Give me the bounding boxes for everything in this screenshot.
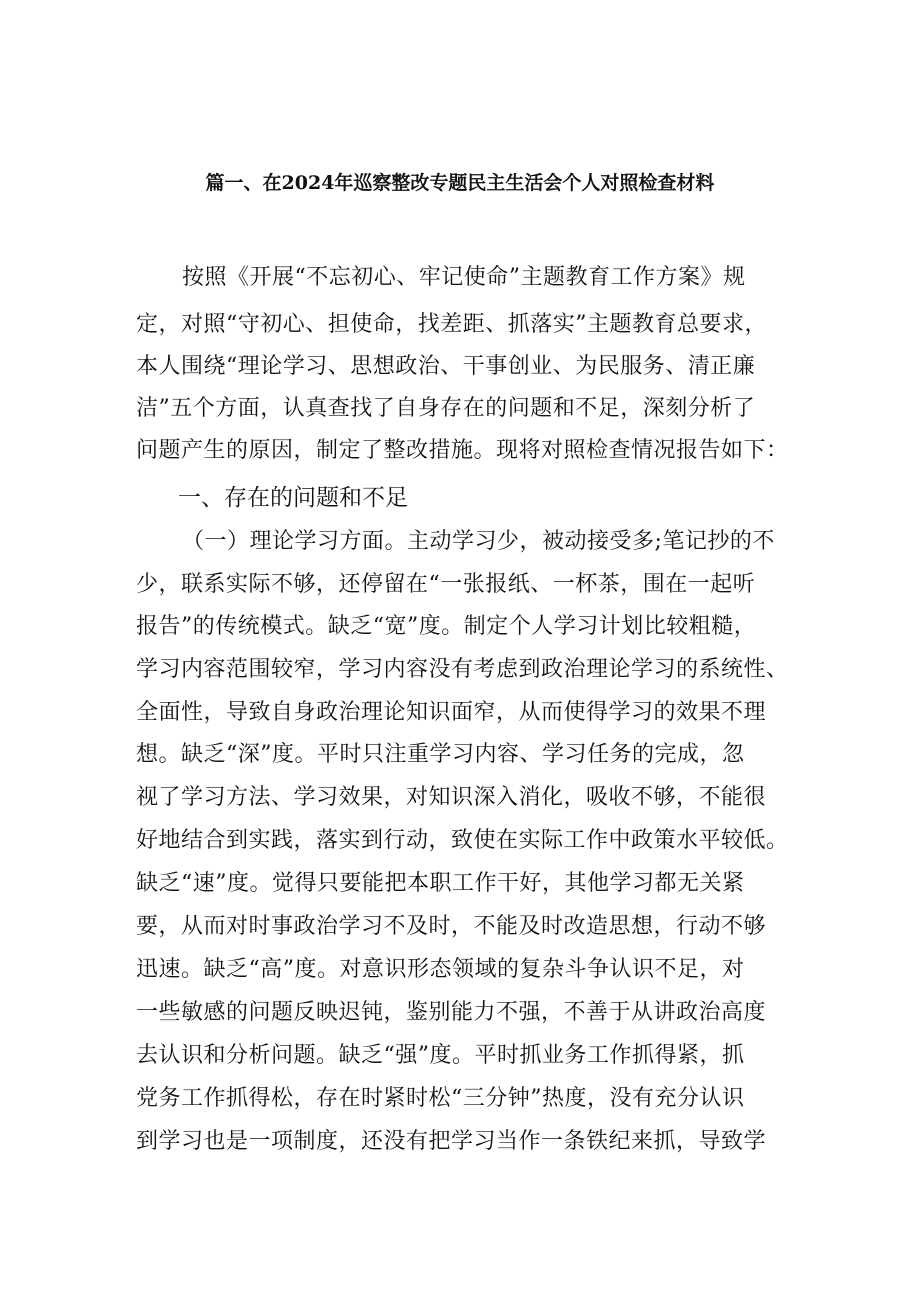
body-line-9: 缺乏“速”度。觉得只要能把本职工作干好，其他学习都无关紧 xyxy=(136,871,745,896)
body-line-7: 视了学习方法、学习效果，对知识深入消化，吸收不够，不能很 xyxy=(136,785,767,810)
body-line-11: 迅速。缺乏“高”度。对意识形态领域的复杂斗争认识不足，对 xyxy=(136,957,745,982)
body-line-5: 全面性，导致自身政治理论知识面窄，从而使得学习的效果不理 xyxy=(136,700,767,725)
intro-line-1: 按照《开展“不忘初心、牢记使命”主题教育工作方案》规 xyxy=(182,265,746,290)
intro-line-5: 问题产生的原因，制定了整改措施。现将对照检查情况报告如下： xyxy=(136,438,789,463)
body-line-4: 学习内容范围较窄，学习内容没有考虑到政治理论学习的系统性、 xyxy=(136,657,789,682)
body-line-10: 要，从而对时事政治学习不及时，不能及时改造思想，行动不够 xyxy=(136,914,767,939)
body-line-12: 一些敏感的问题反映迟钝，鉴别能力不强，不善于从讲政治高度 xyxy=(136,1000,767,1025)
body-line-2: 少，联系实际不够，还停留在“一张报纸、一杯茶，围在一起听 xyxy=(136,572,756,597)
body-line-8: 好地结合到实践，落实到行动，致使在实际工作中政策水平较低。 xyxy=(136,828,789,853)
intro-line-3: 本人围绕“理论学习、思想政治、干事创业、为民服务、清正廉 xyxy=(136,354,756,379)
body-line-15: 到学习也是一项制度，还没有把学习当作一条铁纪来抓，导致学 xyxy=(136,1129,767,1154)
section-heading: 一、存在的问题和不足 xyxy=(178,485,408,511)
body-line-6: 想。缺乏“深”度。平时只注重学习内容、学习任务的完成，忽 xyxy=(136,742,745,767)
body-line-13: 去认识和分析问题。缺乏“强”度。平时抓业务工作抓得紧，抓 xyxy=(136,1043,745,1068)
body-line-1: （一）理论学习方面。主动学习少，被动接受多;笔记抄的不 xyxy=(182,529,775,554)
body-line-14: 党务工作抓得松，存在时紧时松“三分钟”热度，没有充分认识 xyxy=(136,1086,745,1111)
document-title: 篇一、在2024年巡察整改专题民主生活会个人对照检查材料 xyxy=(205,172,715,194)
body-line-3: 报告”的传统模式。缺乏“宽”度。制定个人学习计划比较粗糙， xyxy=(136,614,757,639)
intro-line-4: 洁”五个方面，认真查找了自身存在的问题和不足，深刻分析了 xyxy=(136,396,756,421)
intro-line-2: 定，对照“守初心、担使命，找差距、抓落实”主题教育总要求， xyxy=(136,312,767,337)
